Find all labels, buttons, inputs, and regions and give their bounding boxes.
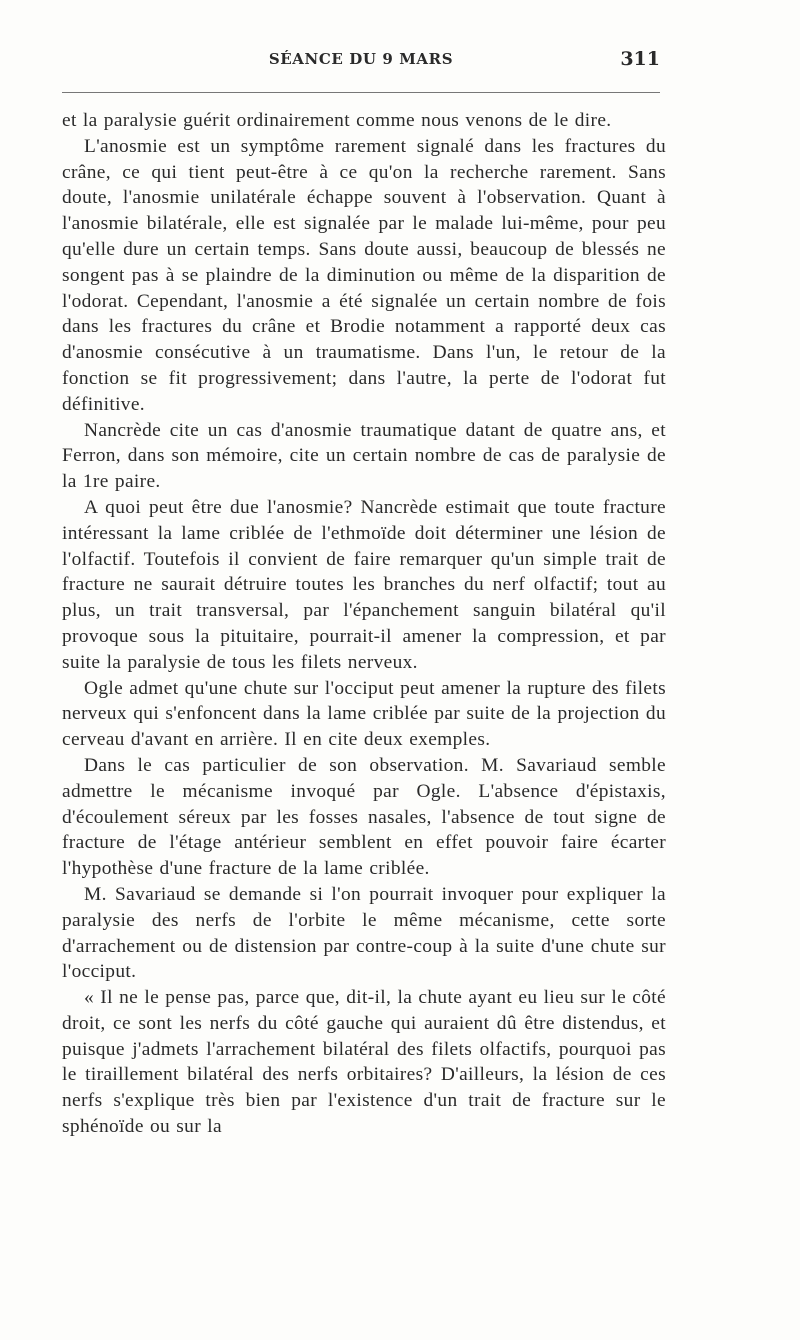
paragraph-savariaud-question: M. Savariaud se demande si l'on pourrait invoquer pour expliquer la paralysie des nerfs de l'orbite le même mécanisme, cette sorte d'arrachement ou de distension par contre-coup à la suite d'une chute sur l'occiput. (62, 883, 666, 983)
paragraph-anosmie-rare: L'anosmie est un symptôme rarement signalé dans les fractures du crâne, ce qui tient peut-être à ce qu'on la recherche rarement. Sans doute, l'anosmie unilatérale échappe souvent à l'observation. Quant à l'anosmie bilatérale, elle est signalée par le malade lui-même, pour peu qu'elle dure un certain temps. Sans doute aussi, beaucoup de blessés ne songent pas à se plaindre de la diminution ou même de la disparition de l'odorat. Cependant, l'anosmie a été signalée un certain nombre de fois dans les fractures du crâne et Brodie notamment a rapporté deux cas d'anosmie consécutive à un traumatisme. Dans l'un, le retour de la fonction se fit progressivement; dans l'autre, la perte de l'odorat fut définitive. (62, 135, 666, 415)
paragraph-continuation: et la paralysie guérit ordinairement comme nous venons de le dire. (62, 110, 612, 131)
header-rule (62, 92, 660, 93)
running-head: SÉANCE DU 9 MARS (268, 50, 454, 68)
page-header (62, 48, 660, 78)
paragraph-cause-anosmie: A quoi peut être due l'anosmie? Nancrède estimait que toute fracture intéressant la lame criblée de l'ethmoïde doit déterminer une lésion de l'olfactif. Toutefois il convient de faire remarquer qu'un simple trait de fracture ne saurait détruire toutes les branches du nerf olfactif; tout au plus, un trait transversal, par l'épanchement sanguin bilatéral qu'il provoque sous la pituitaire, pourrait-il amener la compression, et par suite la paralysie de tous les filets nerveux. (62, 496, 666, 673)
paragraph-savariaud-observation: Dans le cas particulier de son observation. M. Savariaud semble admettre le mécanisme invoqué par Ogle. L'absence d'épistaxis, d'écoulement séreux par les fosses nasales, l'absence de tout signe de fracture de l'étage antérieur semblent en effet pouvoir faire écarter l'hypothèse d'une fracture de la lame criblée. (62, 754, 666, 880)
body-text (62, 108, 666, 1140)
paragraph-ogle: Ogle admet qu'une chute sur l'occiput peut amener la rupture des filets nerveux qui s'enfoncent dans la lame criblée par suite de la projection du cerveau d'avant en arrière. Il en cite deux exemples. (62, 677, 666, 751)
page-number: 311 (620, 48, 660, 70)
paragraph-quote: « Il ne le pense pas, parce que, dit-il, la chute ayant eu lieu sur le côté droit, ce sont les nerfs du côté gauche qui auraient dû être distendus, et puisque j'admets l'arrachement bilatéral des filets olfactifs, pourquoi pas le tiraillement bilatéral des nerfs orbitaires? D'ailleurs, la lésion de ces nerfs s'explique très bien par l'existence d'un trait de fracture sur le sphénoïde ou sur la (62, 987, 666, 1138)
paragraph-nancrede-case: Nancrède cite un cas d'anosmie traumatique datant de quatre ans, et Ferron, dans son mémoire, cite un certain nombre de cas de paralysie de la 1re paire. (62, 419, 666, 493)
